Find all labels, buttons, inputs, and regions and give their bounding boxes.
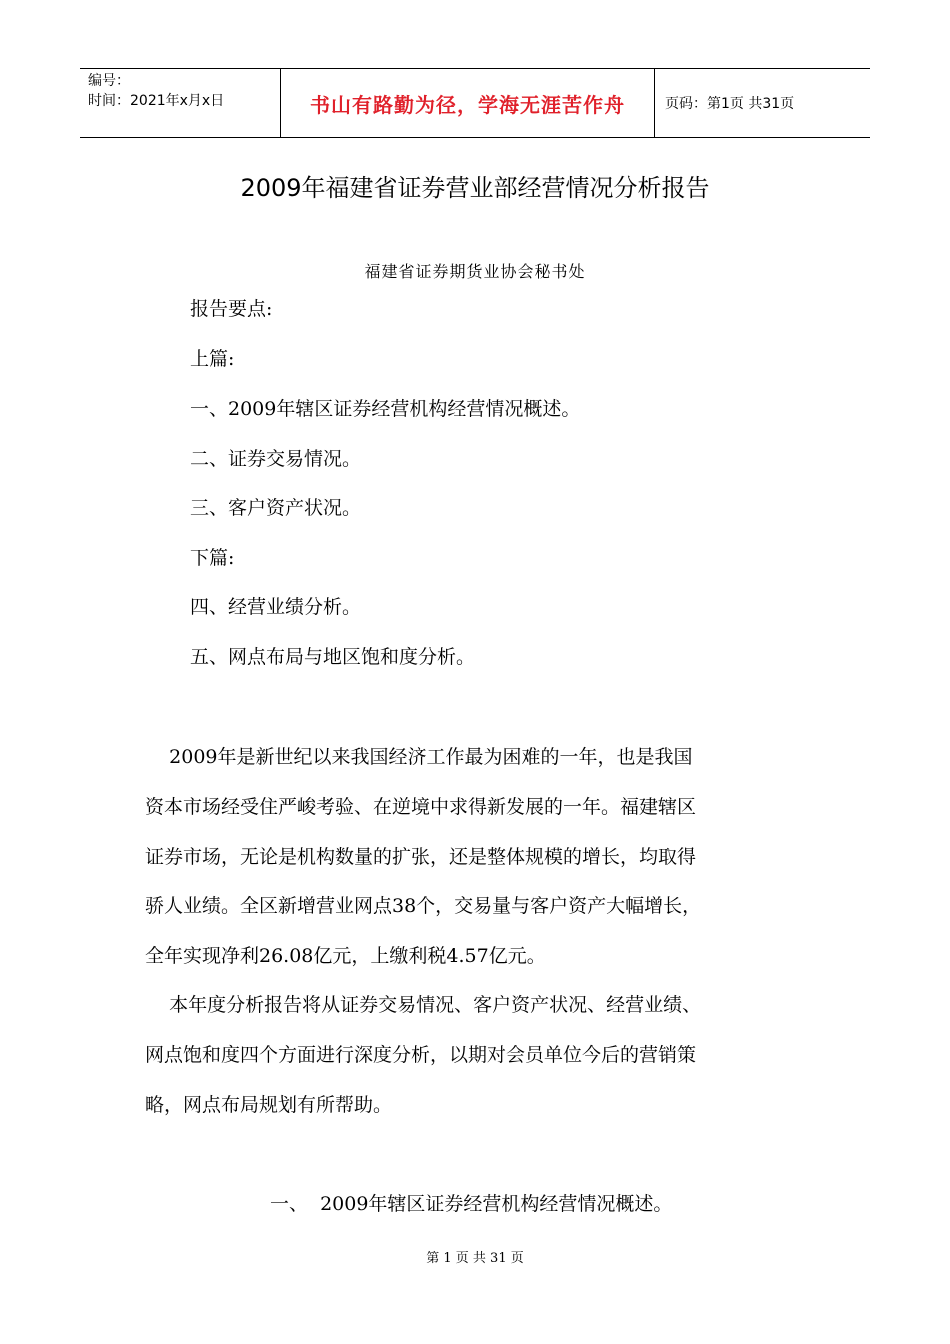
paragraph-line: 网点饱和度四个方面进行深度分析，以期对会员单位今后的营销策 [145, 1044, 697, 1066]
paragraph-line: 2009年是新世纪以来我国经济工作最为困难的一年，也是我国 [145, 746, 693, 768]
section-heading: 一、 2009年辖区证券经营机构经营情况概述。 [270, 1193, 673, 1215]
paragraph-line: 骄人业绩。全区新增营业网点38个，交易量与客户资产大幅增长， [145, 895, 702, 917]
document-organization: 福建省证券期货业协会秘书处 [364, 262, 586, 281]
outline-part-two: 下篇: [190, 547, 235, 569]
paragraph-line: 证券市场，无论是机构数量的扩张，还是整体规模的增长，均取得 [145, 846, 697, 868]
paragraph-line: 全年实现净利26.08亿元，上缴利税4.57亿元。 [145, 945, 546, 967]
outline-item: 三、客户资产状况。 [190, 497, 362, 519]
paragraph-line: 资本市场经受住严峻考验、在逆境中求得新发展的一年。福建辖区 [145, 796, 697, 818]
outline-item: 四、经营业绩分析。 [190, 596, 362, 618]
header-page-info: 页码：第1页 共31页 [665, 96, 795, 112]
header-table [80, 68, 870, 138]
header-motto: 书山有路勤为径，学海无涯苦作舟 [281, 69, 655, 137]
document-title: 2009年福建省证券营业部经营情况分析报告 [240, 174, 710, 202]
header-meta [80, 69, 281, 137]
outline-heading: 报告要点: [190, 298, 273, 320]
outline-item: 五、网点布局与地区饱和度分析。 [190, 646, 476, 668]
page-footer: 第 1 页 共 31 页 [426, 1251, 524, 1266]
paragraph-line: 本年度分析报告将从证券交易情况、客户资产状况、经营业绩、 [145, 994, 702, 1016]
outline-item: 一、2009年辖区证券经营机构经营情况概述。 [190, 398, 581, 420]
outline-item: 二、证券交易情况。 [190, 448, 362, 470]
outline-part-one: 上篇: [190, 348, 235, 370]
document-number-label: 编号： [88, 73, 130, 89]
document-date: 时间：2021年x月x日 [88, 93, 225, 109]
paragraph-line: 略，网点布局规划有所帮助。 [145, 1094, 393, 1116]
